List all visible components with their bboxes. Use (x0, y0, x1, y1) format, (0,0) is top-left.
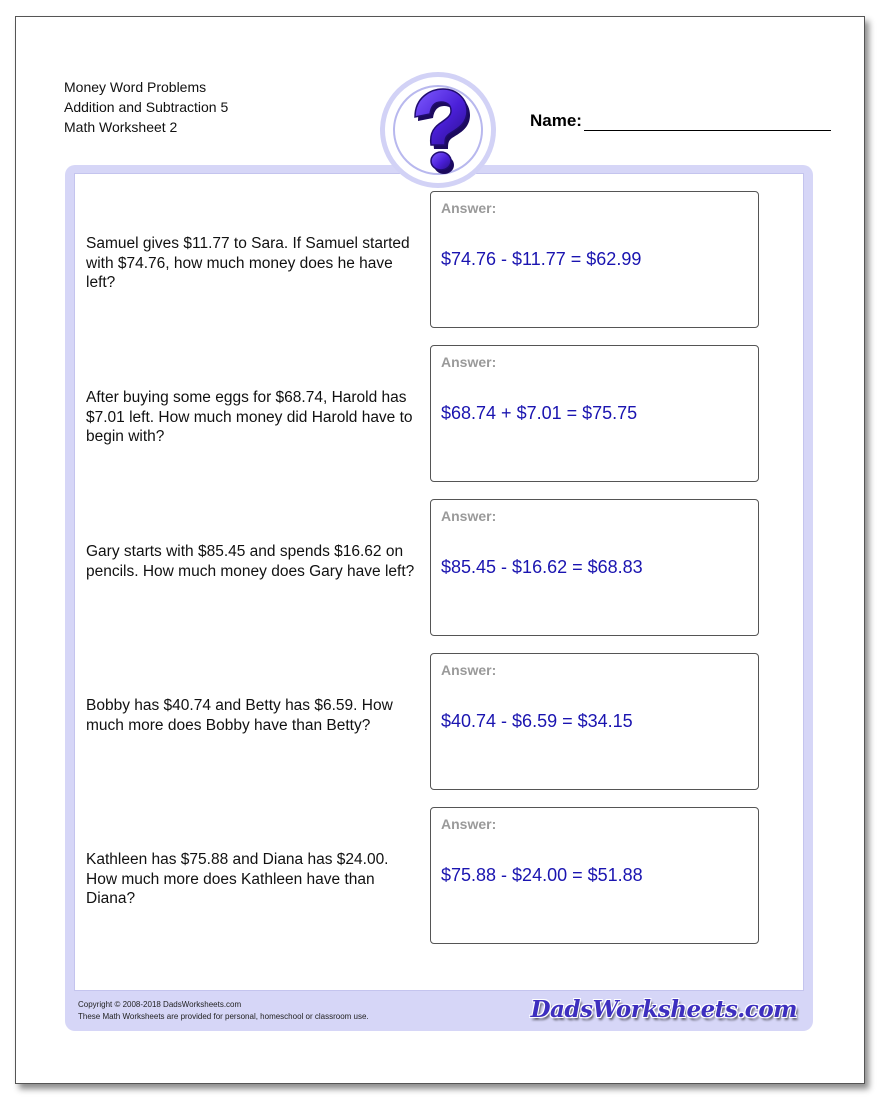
problem-2-answer: $68.74 + $7.01 = $75.75 (441, 403, 638, 423)
worksheet-subtitle: Addition and Subtraction 5 (64, 99, 229, 115)
brand-logo: DadsWorksheets.com (530, 996, 797, 1023)
answer-label: Answer: (441, 662, 497, 678)
name-field (530, 111, 831, 131)
worksheet-page (15, 16, 865, 1084)
problem-4-answer: $40.74 - $6.59 = $34.15 (441, 711, 633, 731)
question-mark-icon (385, 77, 491, 183)
problem-5-answer: $75.88 - $24.00 = $51.88 (441, 865, 643, 885)
problem-3-answer: $85.45 - $16.62 = $68.83 (441, 557, 643, 577)
worksheet-header (64, 77, 228, 137)
problem-3-question: Gary starts with $85.45 and spends $16.62 on pencils. How much money does Gary have left? (86, 543, 415, 580)
problem-5-answer-box (430, 807, 759, 944)
name-blank-line (584, 112, 831, 131)
worksheet-number: Math Worksheet 2 (64, 119, 178, 135)
problem-2-question: After buying some eggs for $68.74, Harold has $7.01 left. How much money did Harold have to begin with? (86, 389, 413, 445)
name-label: Name: (530, 111, 582, 130)
problem-1-answer: $74.76 - $11.77 = $62.99 (441, 249, 642, 269)
usage-notice: These Math Worksheets are provided for personal, homeschool or classroom use. (78, 1012, 369, 1021)
problem-4-answer-box (430, 653, 759, 790)
problem-3-answer-box (430, 499, 759, 636)
logo-badge (380, 72, 496, 188)
answer-label: Answer: (441, 508, 497, 524)
copyright-text: Copyright © 2008-2018 DadsWorksheets.com (78, 1000, 242, 1009)
footer-text (78, 999, 369, 1023)
worksheet-footer (65, 991, 813, 1031)
problem-2-answer-box (430, 345, 759, 482)
answer-label: Answer: (441, 200, 497, 216)
problem-5-question: Kathleen has $75.88 and Diana has $24.00. How much more does Kathleen have than Diana? (86, 851, 389, 907)
worksheet-title: Money Word Problems (64, 79, 207, 95)
answer-label: Answer: (441, 816, 497, 832)
problem-1-question: Samuel gives $11.77 to Sara. If Samuel started with $74.76, how much money does he have left? (86, 235, 410, 291)
problem-4-question: Bobby has $40.74 and Betty has $6.59. How much more does Bobby have than Betty? (86, 697, 393, 734)
answer-label: Answer: (441, 354, 497, 370)
problem-1-answer-box (430, 191, 759, 328)
